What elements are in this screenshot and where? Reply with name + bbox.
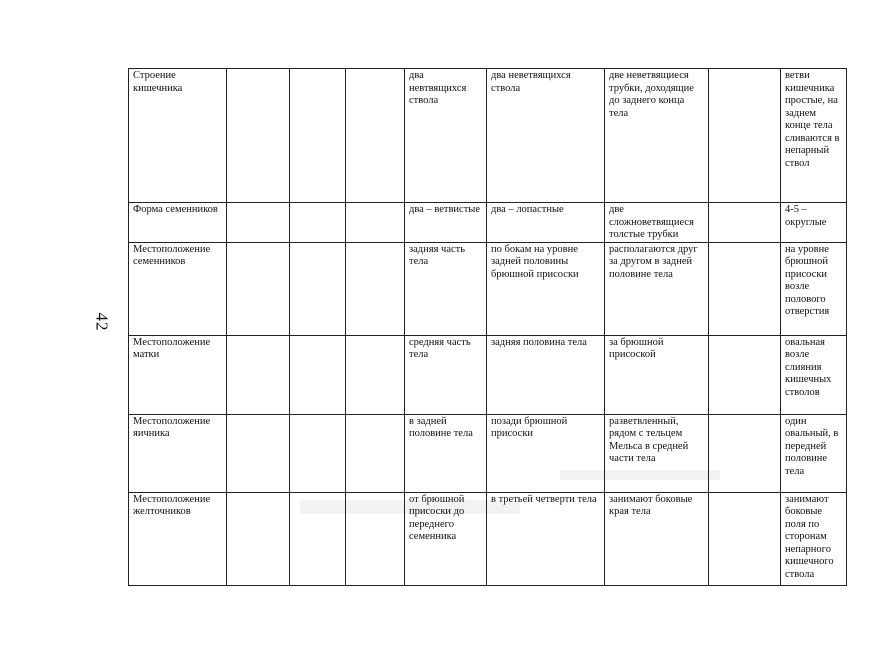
table-cell (346, 69, 405, 203)
table-cell (227, 242, 290, 335)
table-row (129, 492, 847, 585)
table-cell: располагаются друг за другом в задней половине тела (605, 242, 709, 335)
table-cell: один овальный, в передней половине тела (781, 414, 847, 492)
table-cell (709, 414, 781, 492)
table-cell: 4-5 – округлые (781, 203, 847, 243)
table-cell (290, 335, 346, 414)
table-row (129, 414, 847, 492)
table-cell: два – ветвистые (405, 203, 487, 243)
table-cell (709, 242, 781, 335)
row-label: Форма семенников (129, 203, 227, 243)
table-cell (346, 492, 405, 585)
table-row (129, 69, 847, 203)
page-number: 42 (92, 312, 112, 332)
table-row (129, 335, 847, 414)
table-cell (709, 69, 781, 203)
table-cell (290, 203, 346, 243)
table-cell (227, 492, 290, 585)
table-cell (227, 69, 290, 203)
table-cell (290, 414, 346, 492)
row-label: Местоположение матки (129, 335, 227, 414)
table-cell: ветви кишечника простые, на заднем конце тела сливаются в непарный ствол (781, 69, 847, 203)
table-cell: в третьей четверти тела (487, 492, 605, 585)
table-cell (227, 414, 290, 492)
table-cell (709, 492, 781, 585)
table-cell: две неветвящиеся трубки, доходящие до заднего конца тела (605, 69, 709, 203)
table-cell: средняя часть тела (405, 335, 487, 414)
table-cell: позади брюшной присоски (487, 414, 605, 492)
table-cell (346, 414, 405, 492)
table-cell (227, 203, 290, 243)
table-cell: задняя половина тела (487, 335, 605, 414)
table-cell (709, 335, 781, 414)
row-label: Местоположение яичника (129, 414, 227, 492)
table-cell: два – лопастные (487, 203, 605, 243)
table-cell: за брюшной присоской (605, 335, 709, 414)
table-cell: две сложноветвящиеся толстые трубки (605, 203, 709, 243)
table-cell: два невтвящихся ствола (405, 69, 487, 203)
table-row (129, 203, 847, 243)
table-cell (290, 492, 346, 585)
table-cell (290, 69, 346, 203)
table-cell: от брюшной присоски до переднего семенника (405, 492, 487, 585)
row-label: Местоположение семенников (129, 242, 227, 335)
table-cell (290, 242, 346, 335)
row-label: Местоположение желточников (129, 492, 227, 585)
table-row (129, 242, 847, 335)
table-cell: два неветвящихся ствола (487, 69, 605, 203)
comparison-table (128, 68, 847, 586)
table-cell: по бокам на уровне задней половины брюшной присоски (487, 242, 605, 335)
table-cell: в задней половине тела (405, 414, 487, 492)
table-cell: на уровне брюшной присоски возле полового отверстия (781, 242, 847, 335)
table-cell (709, 203, 781, 243)
table-cell (346, 242, 405, 335)
table-cell: занимают боковые поля по сторонам непарного кишечного ствола (781, 492, 847, 585)
table-cell: овальная возле слияния кишечных стволов (781, 335, 847, 414)
table-cell: занимают боковые края тела (605, 492, 709, 585)
table-cell (227, 335, 290, 414)
table-cell: разветвленный, рядом с тельцем Мельса в средней части тела (605, 414, 709, 492)
row-label: Строение кишечника (129, 69, 227, 203)
table-cell: задняя часть тела (405, 242, 487, 335)
table-cell (346, 335, 405, 414)
table-cell (346, 203, 405, 243)
